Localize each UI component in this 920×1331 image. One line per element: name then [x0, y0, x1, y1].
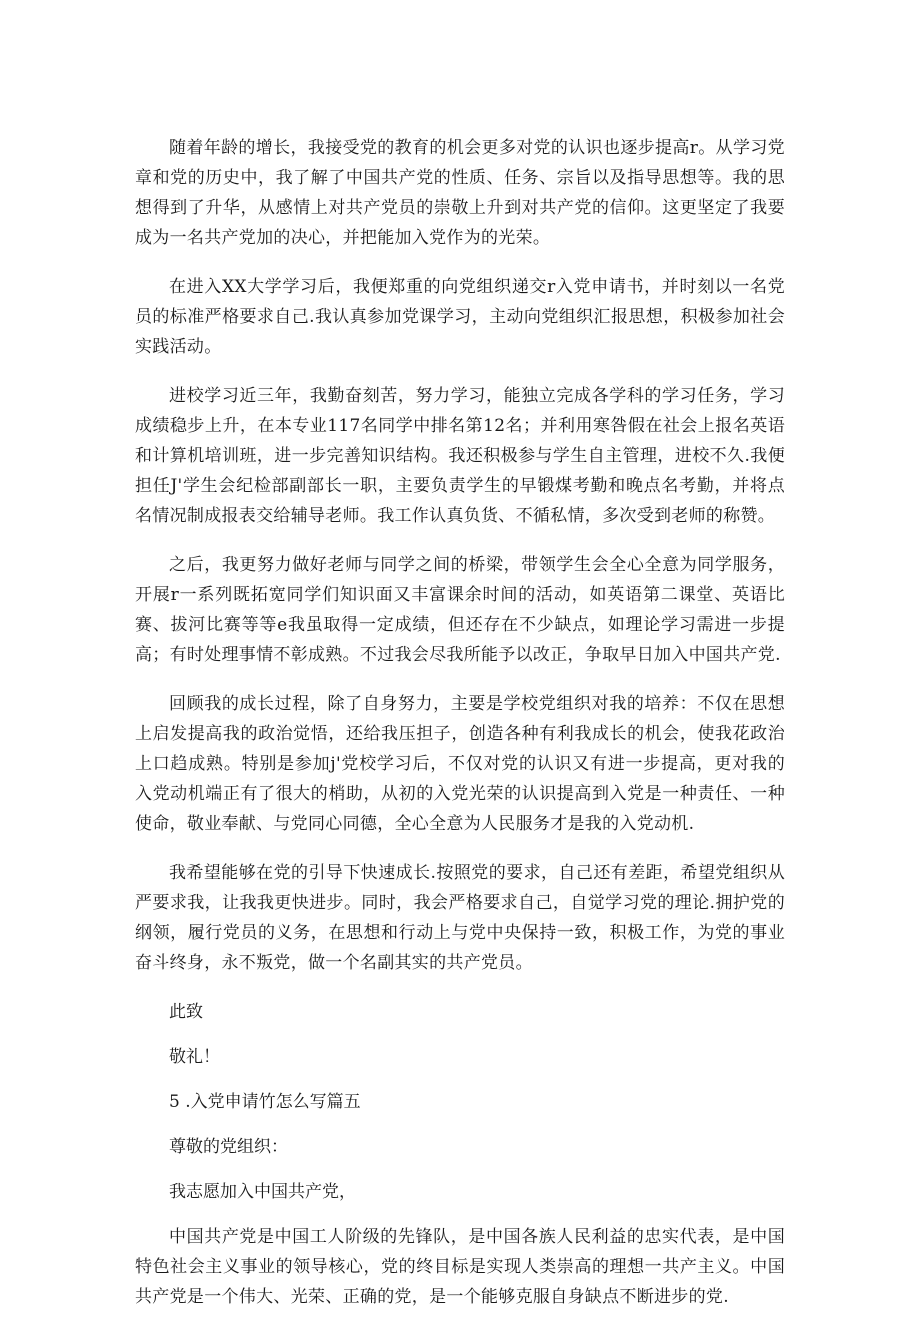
- paragraph-review: 回顾我的成长过程，除了自身努力，主要是学校党组织对我的培养：不仅在思想上启发提高我的政治觉悟，还给我压担子，创造各种有利我成长的机会，使我花政治上口趋成熟。特别是参加j'党校学习后，不仅对党的认识又有进一步提高，更对我的入党动机端正有了很大的梢助，从初的入党光荣的认识提高到入党是一种责任、一种使命，敬业奉献、与党同心同德，全心全意为人民服务才是我的入党动机.: [135, 694, 785, 834]
- paragraph-study: 进校学习近三年，我勤奋刻苦，努力学习，能独立完成各学科的学习任务，学习成绩稳步上升，在本专业117名同学中排名第12名；并利用寒咎假在社会上报名英语和计算机培训班，进一步完善知识结构。我还积极参与学生自主管理，进校不久.我便担任J'学生会纪检部副部长一职，主要负责学生的早锻煤考勤和晚点名考勤，并将点名情况制成报表交给辅导老师。我工作认真负货、不循私情，多次受到老师的称赞。: [135, 386, 785, 526]
- section-heading: 5 .入党申请竹怎么写篇五: [169, 1092, 361, 1112]
- salutation: 尊敬的党组织：: [169, 1137, 288, 1157]
- paragraph-hope: 我希望能够在党的引导下快速成长.按照党的要求，自己还有差距，希望党组织从严要求我，让我我更快进步。同时，我会严格要求自己，自觉学习党的理论.拥护党的纲领，履行党员的义务，在思想和行动上与党中央保持一致，积极工作，为党的事业奋斗终身，永不叛党，做一个名副其实的共产党员。: [135, 863, 785, 973]
- closing-jingli: 敬礼！: [169, 1047, 220, 1067]
- paragraph-university: 在进入XX大学学习后，我便郑重的向党组织递交r入党申请书，并时刻以一名党员的标准严格要求自己.我认真参加党课学习，主动向党组织汇报思想，积极参加社会实践活动。: [135, 277, 785, 357]
- paragraph-party-description: 中国共产党是中国工人阶级的先锋队，是中国各族人民利益的忠实代表，是中国特色社会主义事业的领导核心，党的终目标是实现人类崇高的理想一共产主义。中国共产党是一个伟大、光荣、正确的党，是一个能够克服自身缺点不断进步的党.: [135, 1227, 785, 1307]
- closing-cizhi: 此致: [169, 1002, 203, 1022]
- opening-line: 我志愿加入中国共产党，: [169, 1182, 356, 1202]
- paragraph-student-union: 之后，我更努力做好老师与同学之间的桥梁，带领学生会全心全意为同学服务，开展r一系列既拓宽同学们知识面又丰富课余时间的活动，如英语第二课堂、英语比赛、拔河比赛等等e我虽取得一定成绩，但还存在不少缺点，如理论学习需进一步提高；有时处理事情不彰成熟。不过我会尽我所能予以改正，争取早日加入中国共产党.: [135, 555, 785, 665]
- paragraph-growth: 随着年龄的增长，我接受党的教育的机会更多对党的认识也逐步提高r。从学习党章和党的历史中，我了解了中国共产党的性质、任务、宗旨以及指导思想等。我的思想得到了升华，从感情上对共产党员的崇敬上升到对共产党的信仰。这更坚定了我要成为一名共产党加的决心，并把能加入党作为的光荣。: [135, 138, 785, 248]
- document-body: [135, 133, 785, 1331]
